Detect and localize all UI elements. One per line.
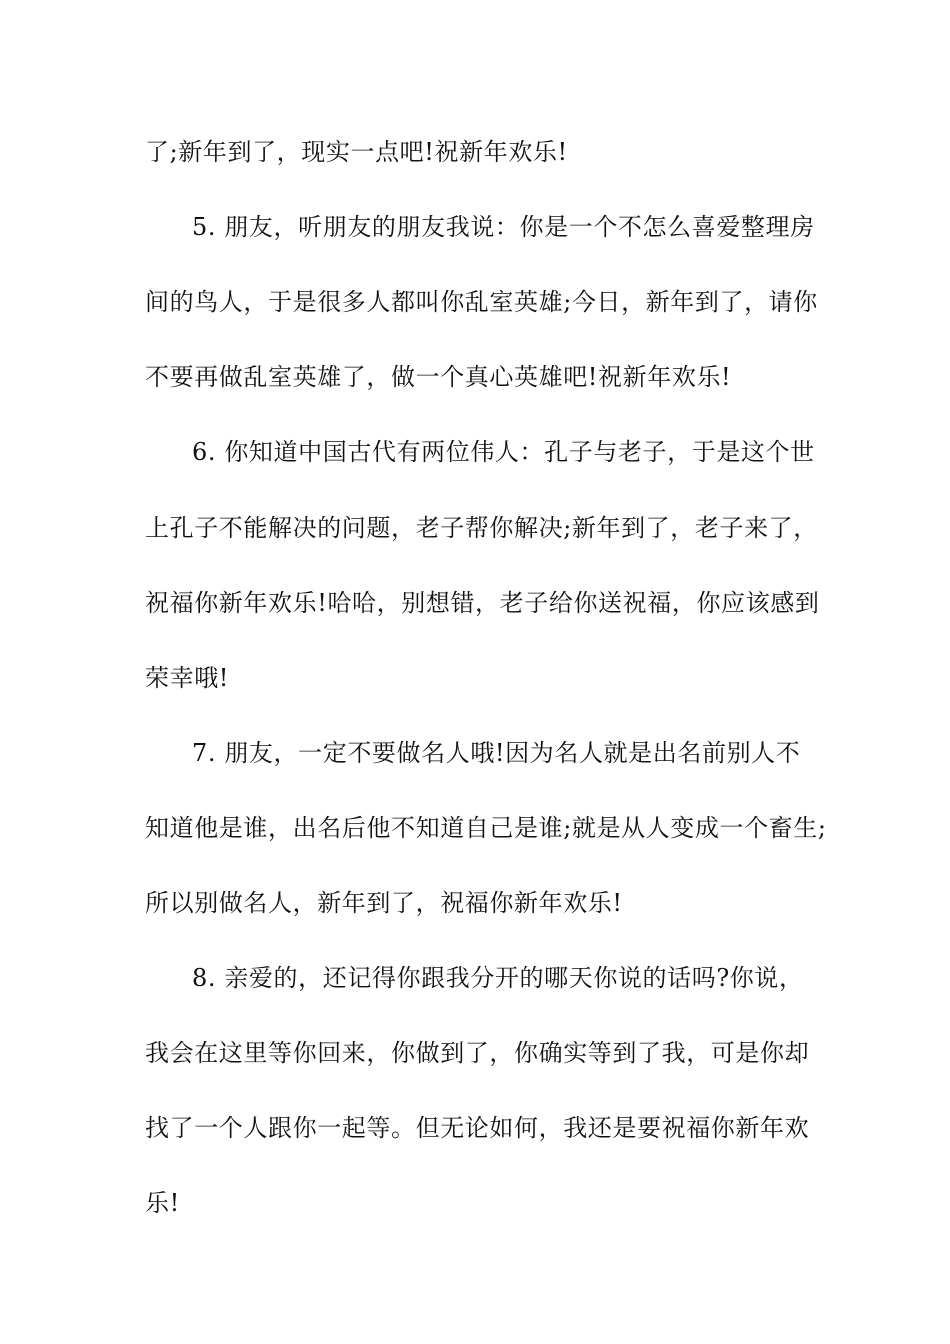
text-line-item-6: 6. 你知道中国古代有两位伟人：孔子与老子，于是这个世 [192, 438, 815, 466]
text-line: 了;新年到了，现实一点吧!祝新年欢乐! [145, 138, 568, 166]
text-line-item-7: 7. 朋友，一定不要做名人哦!因为名人就是出名前别人不 [192, 739, 801, 767]
text-line: 知道他是谁，出名后他不知道自己是谁;就是从人变成一个畜生; [145, 814, 827, 842]
text-line: 乐! [145, 1189, 180, 1217]
text-line: 所以别做名人，新年到了，祝福你新年欢乐! [145, 889, 623, 917]
text-line-item-8: 8. 亲爱的，还记得你跟我分开的哪天你说的话吗?你说， [192, 964, 804, 992]
text-line: 间的鸟人，于是很多人都叫你乱室英雄;今日，新年到了，请你 [145, 288, 818, 316]
text-line: 祝福你新年欢乐!哈哈，别想错，老子给你送祝福，你应该感到 [145, 589, 820, 617]
text-line-item-5: 5. 朋友，听朋友的朋友我说：你是一个不怎么喜爱整理房 [192, 213, 815, 241]
text-line: 上孔子不能解决的问题，老子帮你解决;新年到了，老子来了， [145, 514, 818, 542]
text-line: 荣幸哦! [145, 664, 230, 692]
text-line: 找了一个人跟你一起等。但无论如何，我还是要祝福你新年欢 [145, 1114, 810, 1142]
text-line: 不要再做乱室英雄了，做一个真心英雄吧!祝新年欢乐! [145, 363, 732, 391]
text-line: 我会在这里等你回来，你做到了，你确实等到了我，可是你却 [145, 1039, 810, 1067]
